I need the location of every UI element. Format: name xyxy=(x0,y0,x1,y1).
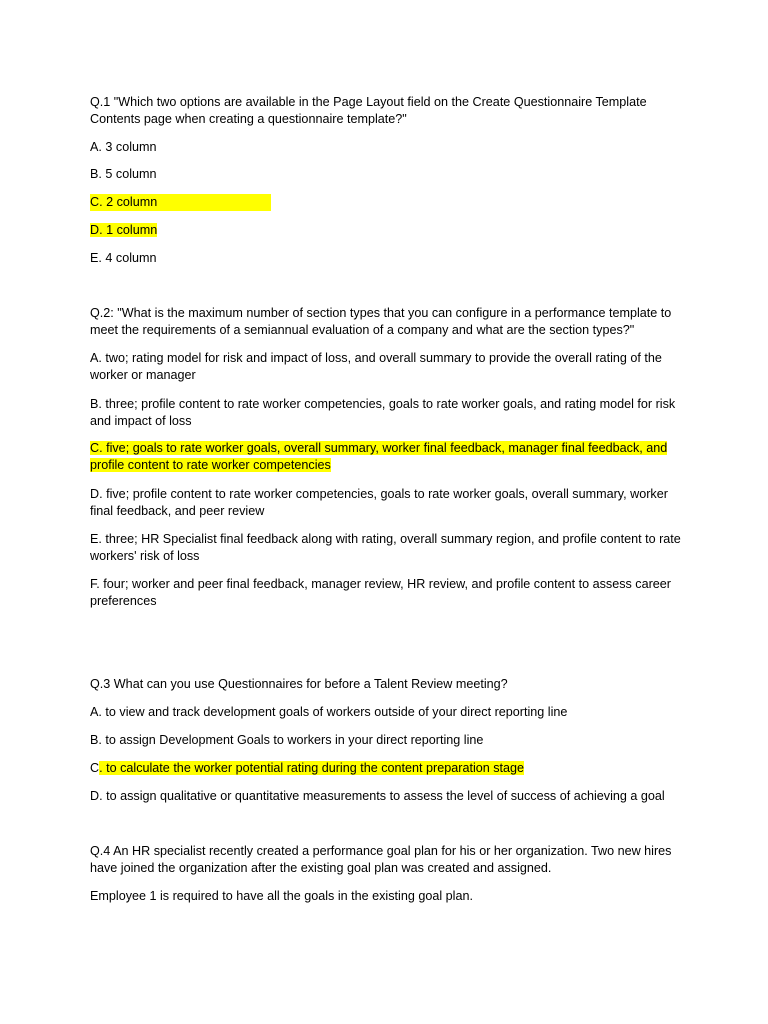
q3-option-d: D. to assign qualitative or quantitative measurements to assess the level of success of achieving a goal xyxy=(90,789,665,803)
q2-option-c-highlight: C. five; goals to rate worker goals, overall summary, worker final feedback, manager final feedback, and profile content to rate worker competencies xyxy=(90,441,668,472)
q2-question: Q.2: "What is the maximum number of section types that you can configure in a performance template to meet the requirements of a semiannual evaluation of a company and what are the section types?" xyxy=(90,306,672,337)
q2-option-d: D. five; profile content to rate worker competencies, goals to rate worker goals, overall summary, worker final feedback, and peer review xyxy=(90,487,668,518)
q3-question: Q.3 What can you use Questionnaires for before a Talent Review meeting? xyxy=(90,677,508,691)
q3-option-c xyxy=(90,760,690,777)
q3-option-c-highlight: . to calculate the worker potential rating during the content preparation stage xyxy=(99,761,525,775)
q1-option-e: E. 4 column xyxy=(90,251,157,265)
q1-question: Q.1 "Which two options are available in the Page Layout field on the Create Questionnaire Template Contents page when creating a questionnaire template?" xyxy=(90,95,647,126)
q1-option-d xyxy=(90,222,690,239)
q1-option-b: B. 5 column xyxy=(90,167,157,181)
q2-option-b: B. three; profile content to rate worker competencies, goals to rate worker goals, and rating model for risk and impact of loss xyxy=(90,397,676,428)
q4-line2: Employee 1 is required to have all the goals in the existing goal plan. xyxy=(90,889,473,903)
q2-option-f: F. four; worker and peer final feedback, manager review, HR review, and profile content to assess career preferences xyxy=(90,577,672,608)
q1-option-a: A. 3 column xyxy=(90,140,157,154)
q1-option-c xyxy=(90,194,690,211)
q3-option-b: B. to assign Development Goals to workers in your direct reporting line xyxy=(90,733,484,747)
q1-option-c-highlight: C. 2 column xyxy=(90,194,271,211)
q2-option-e: E. three; HR Specialist final feedback along with rating, overall summary region, and profile content to rate workers' risk of loss xyxy=(90,532,681,563)
q2-option-c xyxy=(90,440,690,474)
q3-option-c-letter: C xyxy=(90,761,100,775)
q2-option-a: A. two; rating model for risk and impact of loss, and overall summary to provide the overall rating of the worker or manager xyxy=(90,351,662,382)
q3-option-a: A. to view and track development goals of workers outside of your direct reporting line xyxy=(90,705,568,719)
q1-option-d-highlight: D. 1 column xyxy=(90,223,158,237)
q4-question: Q.4 An HR specialist recently created a performance goal plan for his or her organization. Two new hires have joined the organization after the existing goal plan was created and assigned. xyxy=(90,844,672,875)
